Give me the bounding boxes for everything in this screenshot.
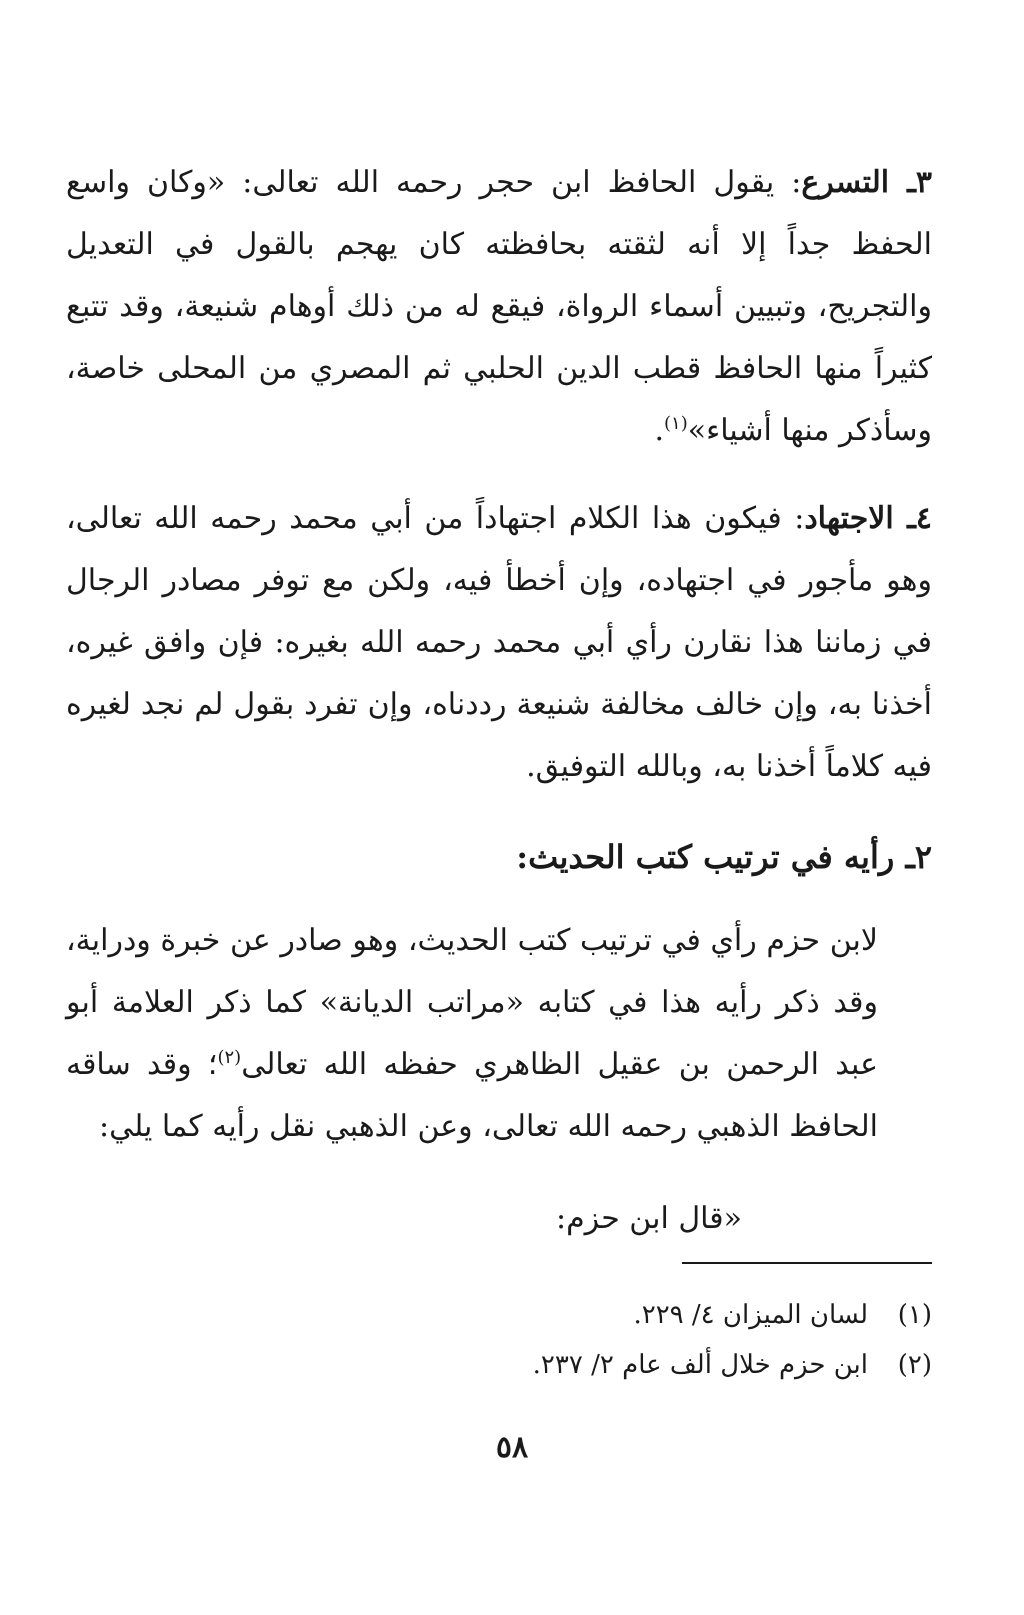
quote-opening-text: «قال ابن حزم:: [555, 1201, 742, 1236]
footnote-text: ابن حزم خلال ألف عام ٢/ ٢٣٧.: [532, 1350, 868, 1380]
paragraph-text: : يقول الحافظ ابن حجر رحمه الله تعالى: «وكان واسع الحفظ جداً إلا أنه لثقته بحافظته كان يهجم بالقول في التعديل والتجريح، وتبيين أسماء الرواة، فيقع له من ذلك أوهام شنيعة، وقد تتبع كثيراً منها الحافظ قطب الدين الحلبي ثم المصري من المحلى خاصة، وسأذكر منها أشياء»: [66, 165, 932, 448]
footnote-number: (١): [897, 1300, 932, 1330]
paragraph-label: ٤ـ الاجتهاد: [804, 501, 932, 536]
footnote-ref: (٢): [217, 1047, 242, 1068]
paragraph-text: : فيكون هذا الكلام اجتهاداً من أبي محمد رحمه الله تعالى، وهو مأجور في اجتهاده، وإن أخطأ فيه، ولكن مع توفر مصادر الرجال في زماننا هذا نقارن رأي أبي محمد رحمه الله بغيره: فإن وافق غيره، أخذنا به، وإن خالف مخالفة شنيعة رددناه، وإن تفرد بقول لم نجد لغيره فيه كلاماً أخذنا به، وبالله التوفيق.: [66, 501, 932, 784]
paragraph-hadith-books: [66, 910, 932, 1158]
paragraph-text-continued: ؛ وقد ساقه الحافظ الذهبي رحمه الله تعالى، وعن الذهبي نقل رأيه كما يلي:: [66, 1047, 878, 1144]
page-number: ٥٨: [495, 1430, 529, 1465]
footnote-item: [66, 1290, 932, 1340]
footnote-item: [66, 1340, 932, 1390]
footnote-ref: (١): [664, 413, 688, 434]
quote-opening: [66, 1188, 932, 1250]
paragraph-text: لابن حزم رأي في ترتيب كتب الحديث، وهو صادر عن خبرة ودراية، وقد ذكر رأيه هذا في كتابه «مراتب الديانة» كما ذكر العلامة أبو عبد الرحمن بن عقيل الظاهري حفظه الله تعالى: [66, 923, 878, 1082]
footnote-number: (٢): [897, 1350, 932, 1380]
footnote-divider: [682, 1262, 932, 1264]
footnotes: [66, 1290, 932, 1390]
footnote-text: لسان الميزان ٤/ ٢٢٩.: [633, 1300, 868, 1330]
paragraph-ijtihad: [66, 488, 932, 798]
paragraph-haste: [66, 152, 932, 462]
paragraph-end: .: [654, 413, 665, 448]
section-heading: ٢ـ رأيه في ترتيب كتب الحديث:: [516, 838, 932, 876]
paragraph-label: ٣ـ التسرع: [801, 165, 932, 200]
